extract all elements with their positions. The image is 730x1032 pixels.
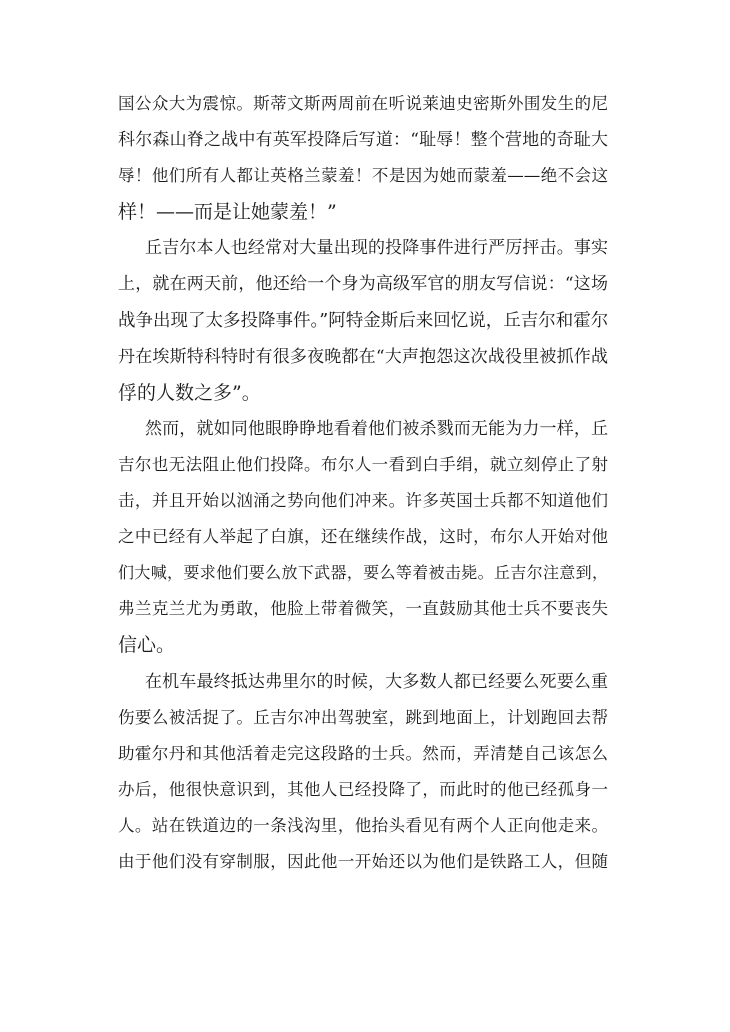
- body-line: 样！——而是让她蒙羞！”: [118, 201, 337, 224]
- body-line: 伤要么被活捉了。丘吉尔冲出驾驶室，跳到地面上，计划跑回去帮: [118, 707, 608, 727]
- body-line: 人。站在铁道边的一条浅沟里，他抬头看见有两个人正向他走来。: [118, 815, 608, 835]
- body-line: 国公众大为震惊。斯蒂文斯两周前在听说莱迪史密斯外围发生的尼: [118, 94, 608, 113]
- body-line: 吉尔也无法阻止他们投降。布尔人一看到白手绢，就立刻停止了射: [118, 454, 608, 474]
- body-line: 们大喊，要求他们要么放下武器，要么等着被击毙。丘吉尔注意到，: [118, 563, 608, 583]
- body-line: 战争出现了太多投降事件。”阿特金斯后来回忆说，丘吉尔和霍尔: [118, 310, 609, 331]
- body-line: 弗兰克兰尤为勇敢，他脸上带着微笑，一直鼓励其他士兵不要丧失: [118, 599, 608, 619]
- body-line: 丘吉尔本人也经常对大量出现的投降事件进行严厉抨击。事实: [145, 238, 608, 259]
- body-line: 信心。: [118, 634, 176, 657]
- body-line: 由于他们没有穿制服，因此他一开始还以为他们是铁路工人，但随: [118, 851, 608, 871]
- body-line: 科尔森山脊之战中有英军投降后写道：“耻辱！整个营地的奇耻大: [118, 130, 608, 151]
- body-line: 然而，就如同他眼睁睁地看着他们被杀戮而无能为力一样，丘: [145, 418, 608, 439]
- body-line: 丹在埃斯特科特时有很多夜晚都在“大声抱怨这次战役里被抓作战: [118, 346, 608, 367]
- body-line: 俘的人数之多”。: [118, 381, 261, 404]
- body-line: 在机车最终抵达弗里尔的时候，大多数人都已经要么死要么重: [145, 671, 608, 692]
- body-line: 助霍尔丹和其他活着走完这段路的士兵。然而，弄清楚自己该怎么: [118, 743, 608, 763]
- body-line: 上，就在两天前，他还给一个身为高级军官的朋友写信说：“这场: [118, 274, 608, 295]
- document-body: [118, 86, 608, 880]
- body-line: 辱！他们所有人都让英格兰蒙羞！不是因为她而蒙羞——绝不会这: [118, 166, 608, 186]
- body-line: 办后，他很快意识到，其他人已经投降了，而此时的他已经孤身一: [118, 779, 608, 799]
- body-line: 击，并且开始以汹涌之势向他们冲来。许多英国士兵都不知道他们: [118, 491, 608, 511]
- body-line: 之中已经有人举起了白旗，还在继续作战，这时，布尔人开始对他: [118, 527, 608, 547]
